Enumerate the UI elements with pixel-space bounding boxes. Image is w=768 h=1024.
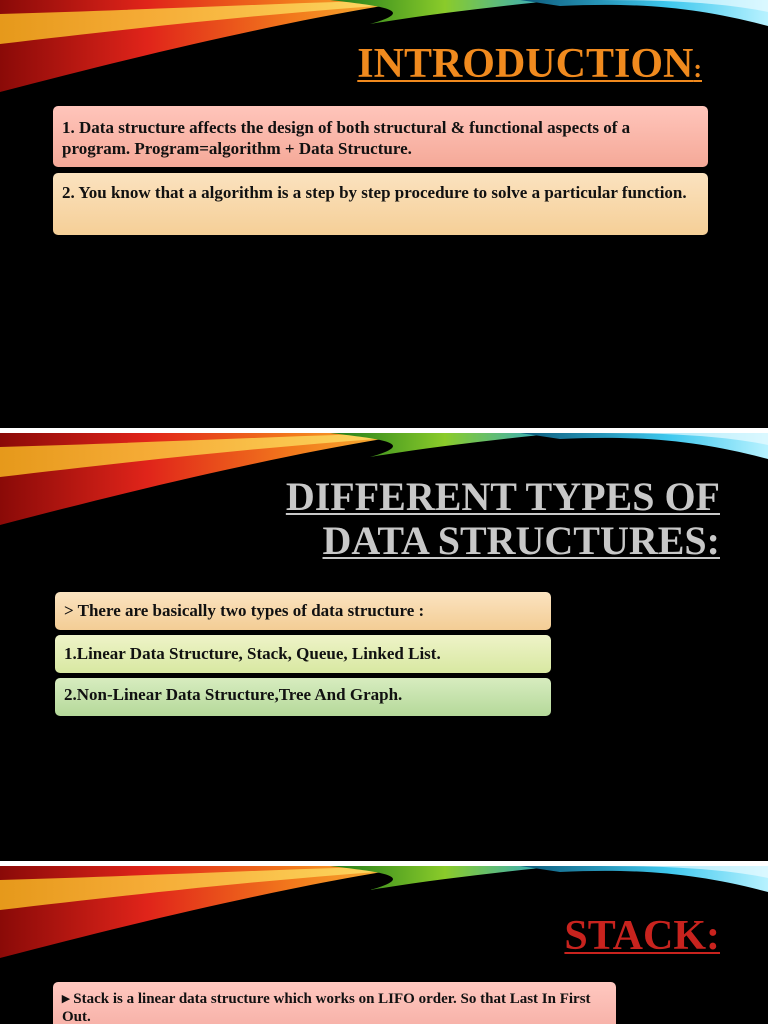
content-box: 1. Data structure affects the design of both structural & functional aspects of a program. Program=algorithm + Data Structure. bbox=[53, 106, 708, 167]
title-line: DATA STRUCTURES: bbox=[322, 518, 720, 563]
content-box: ▸ Stack is a linear data structure which works on LIFO order. So that Last In First Out. bbox=[53, 982, 616, 1024]
slide-introduction bbox=[0, 0, 768, 428]
content-box: 1.Linear Data Structure, Stack, Queue, Linked List. bbox=[55, 635, 551, 673]
slide-title: INTRODUCTION: bbox=[357, 41, 702, 87]
title-colon: : bbox=[693, 54, 702, 83]
content-box: 2.Non-Linear Data Structure,Tree And Graph. bbox=[55, 678, 551, 716]
slide-stack bbox=[0, 866, 768, 1024]
slide-title bbox=[286, 475, 720, 563]
slide-title: STACK: bbox=[564, 913, 720, 959]
content-box: 2. You know that a algorithm is a step by step procedure to solve a particular function. bbox=[53, 173, 708, 235]
slide-data-structure-types bbox=[0, 433, 768, 861]
title-line: DIFFERENT TYPES OF bbox=[285, 474, 720, 519]
content-box: > There are basically two types of data structure : bbox=[55, 592, 551, 630]
